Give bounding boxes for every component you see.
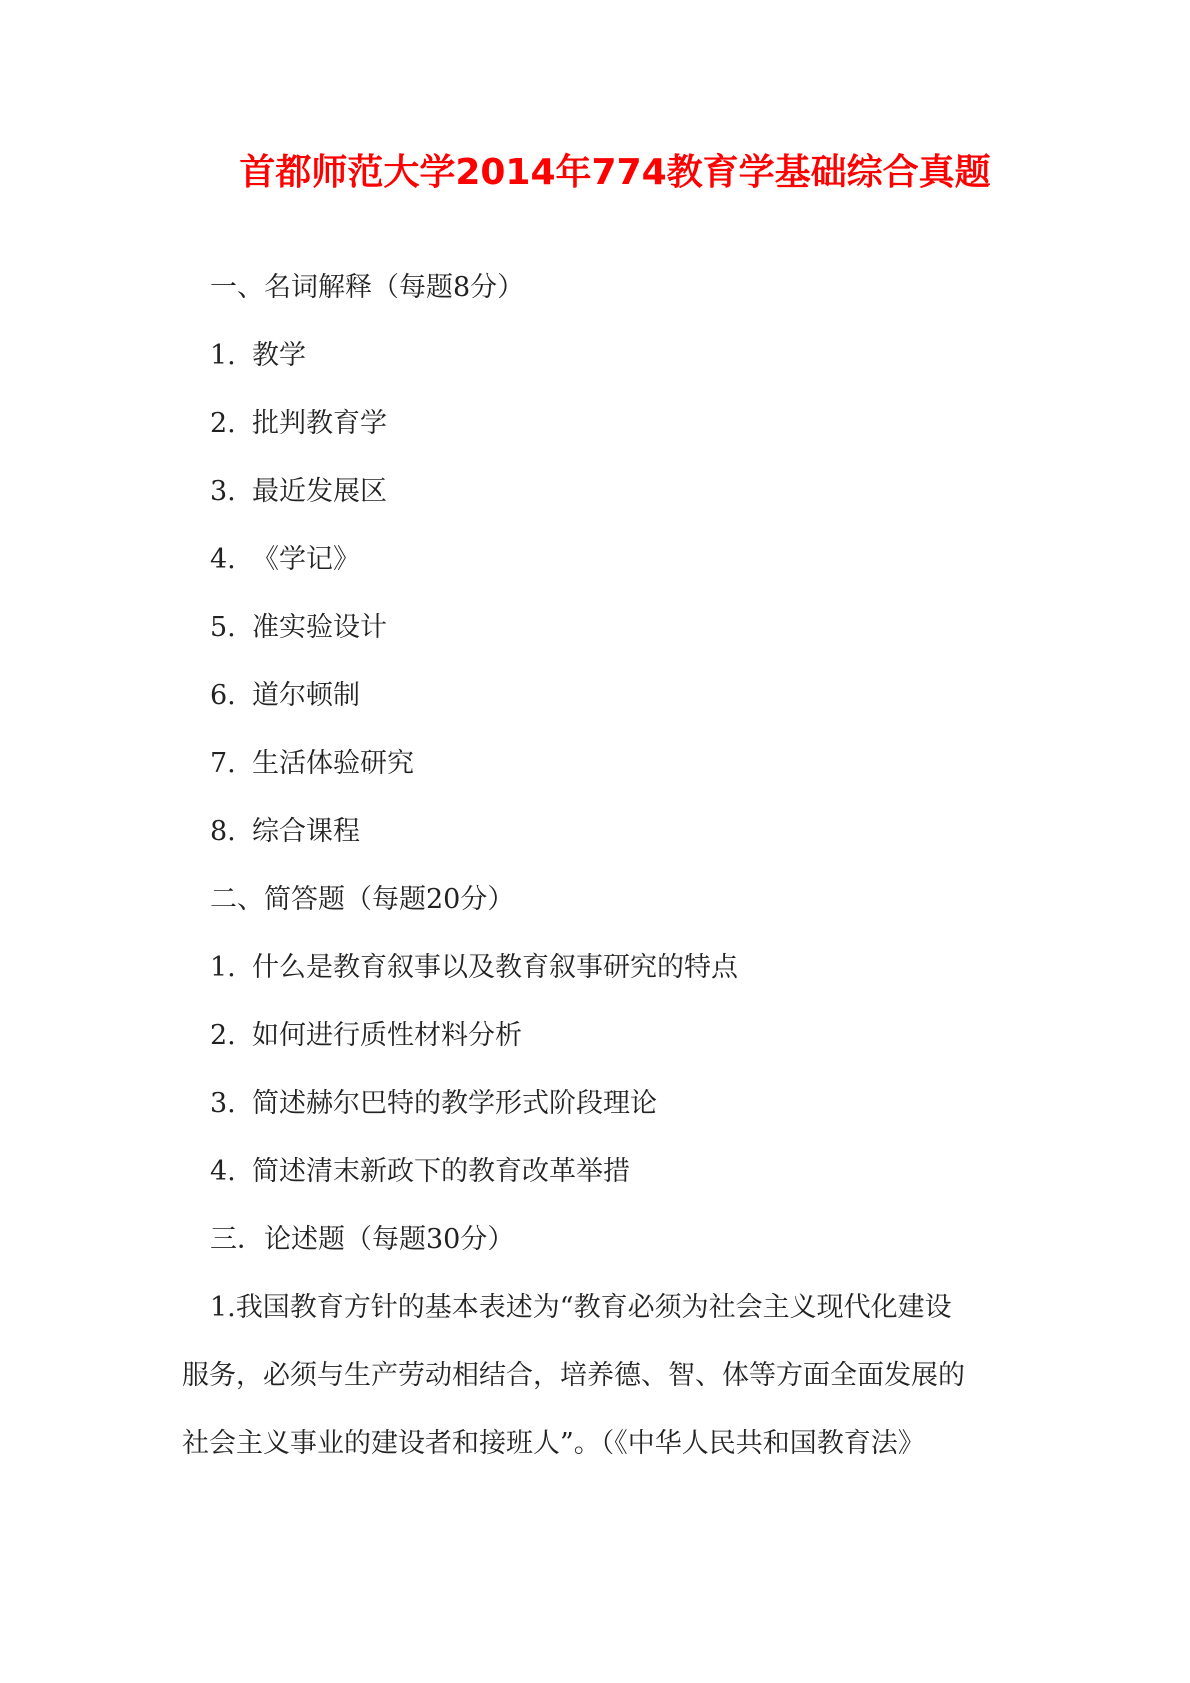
item-text: 简述赫尔巴特的教学形式阶段理论: [252, 1088, 657, 1119]
item-text: 准实验设计: [252, 612, 387, 643]
item-number: 2.: [210, 408, 236, 439]
section-heading-3: 三．论述题（每题30分）: [210, 1224, 515, 1255]
item-number: 7.: [210, 748, 236, 779]
item-text: 如何进行质性材料分析: [252, 1020, 522, 1051]
essay-paragraph-line: 社会主义事业的建设者和接班人”。（《中华人民共和国教育法》: [182, 1428, 925, 1459]
essay-paragraph-line: 1.我国教育方针的基本表述为“教育必须为社会主义现代化建设: [210, 1292, 952, 1323]
list-item: [210, 406, 387, 442]
item-text: 《学记》: [252, 544, 360, 575]
list-item: [210, 338, 306, 374]
item-number: 4.: [210, 1156, 236, 1187]
list-item: [210, 1154, 630, 1190]
list-item: [210, 1086, 657, 1122]
section-heading-2: 二、简答题（每题20分）: [210, 884, 515, 915]
document-title: 首都师范大学2014年774教育学基础综合真题: [239, 152, 991, 193]
essay-paragraph-line: 服务，必须与生产劳动相结合，培养德、智、体等方面全面发展的: [182, 1360, 965, 1391]
item-number: 8.: [210, 816, 236, 847]
item-text: 教学: [252, 340, 306, 371]
item-text: 批判教育学: [252, 408, 387, 439]
list-item: [210, 474, 387, 510]
item-text: 生活体验研究: [252, 748, 414, 779]
list-item: [210, 610, 387, 646]
item-number: 1.: [210, 340, 236, 371]
list-item: [210, 950, 738, 986]
item-text: 综合课程: [252, 816, 360, 847]
item-text: 简述清末新政下的教育改革举措: [252, 1156, 630, 1187]
item-text: 道尔顿制: [252, 680, 360, 711]
list-item: [210, 542, 360, 578]
section-heading-1: 一、名词解释（每题8分）: [210, 272, 525, 303]
list-item: [210, 1018, 522, 1054]
item-number: 6.: [210, 680, 236, 711]
item-text: 最近发展区: [252, 476, 387, 507]
item-text: 什么是教育叙事以及教育叙事研究的特点: [252, 952, 738, 983]
item-number: 3.: [210, 1088, 236, 1119]
item-number: 1.: [210, 952, 236, 983]
item-number: 4.: [210, 544, 236, 575]
list-item: [210, 678, 360, 714]
list-item: [210, 814, 360, 850]
item-number: 2.: [210, 1020, 236, 1051]
item-number: 3.: [210, 476, 236, 507]
item-number: 5.: [210, 612, 236, 643]
list-item: [210, 746, 414, 782]
